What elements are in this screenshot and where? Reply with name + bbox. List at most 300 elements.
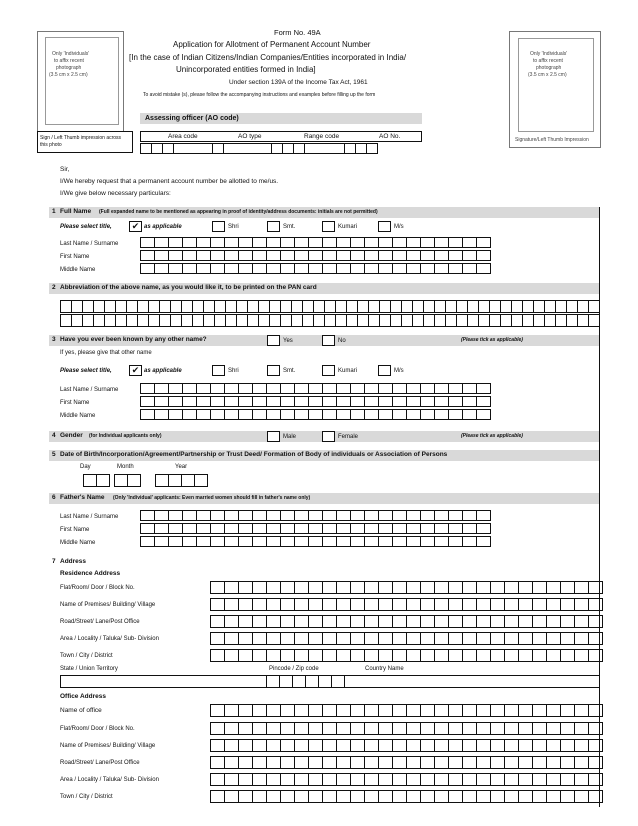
input-cell[interactable]	[351, 237, 365, 248]
input-cell[interactable]	[239, 773, 253, 786]
input-cell[interactable]	[94, 300, 105, 313]
input-cell[interactable]	[138, 314, 149, 327]
input-cell[interactable]	[547, 704, 561, 717]
input-cell[interactable]	[449, 536, 463, 547]
input-cell[interactable]	[303, 314, 314, 327]
input-cell[interactable]	[72, 314, 83, 327]
input-cell[interactable]	[446, 314, 457, 327]
input-cell[interactable]	[435, 790, 449, 803]
input-cell[interactable]	[575, 790, 589, 803]
s3-ms-checkbox[interactable]	[378, 365, 391, 376]
input-cell[interactable]	[379, 632, 393, 645]
input-cell[interactable]	[421, 773, 435, 786]
input-cell[interactable]	[477, 649, 491, 662]
photo-box-right[interactable]	[509, 31, 601, 148]
input-cell[interactable]	[421, 790, 435, 803]
input-cell[interactable]	[309, 722, 323, 735]
input-cell[interactable]	[491, 773, 505, 786]
input-cell[interactable]	[337, 632, 351, 645]
input-cell[interactable]	[533, 632, 547, 645]
input-cell[interactable]	[215, 300, 226, 313]
input-cell[interactable]	[519, 649, 533, 662]
input-cell[interactable]	[449, 615, 463, 628]
input-cell[interactable]	[267, 383, 281, 394]
input-cell[interactable]	[225, 581, 239, 594]
input-cell[interactable]	[561, 722, 575, 735]
input-cell[interactable]	[407, 790, 421, 803]
input-cell[interactable]	[477, 536, 491, 547]
input-cell[interactable]	[449, 250, 463, 261]
input-cell[interactable]	[449, 396, 463, 407]
input-cell[interactable]	[309, 523, 323, 534]
input-cell[interactable]	[253, 250, 267, 261]
input-cell[interactable]	[435, 722, 449, 735]
input-cell[interactable]	[369, 300, 380, 313]
input-cell[interactable]	[295, 396, 309, 407]
input-cell[interactable]	[211, 409, 225, 420]
input-cell[interactable]	[449, 523, 463, 534]
input-cell[interactable]	[323, 523, 337, 534]
s1-check-mark[interactable]: ✔	[129, 221, 142, 232]
input-cell[interactable]	[421, 756, 435, 769]
input-cell[interactable]	[211, 598, 225, 611]
input-cell[interactable]	[477, 704, 491, 717]
input-cell[interactable]	[589, 632, 603, 645]
input-cell[interactable]	[424, 300, 435, 313]
input-cell[interactable]	[253, 581, 267, 594]
input-cell[interactable]	[239, 756, 253, 769]
input-cell[interactable]	[449, 510, 463, 521]
input-cell[interactable]	[379, 790, 393, 803]
input-cell[interactable]	[435, 773, 449, 786]
input-cell[interactable]	[337, 409, 351, 420]
input-cell[interactable]	[424, 314, 435, 327]
input-cell[interactable]	[435, 300, 446, 313]
input-cell[interactable]	[589, 722, 603, 735]
input-cell[interactable]	[169, 523, 183, 534]
input-cell[interactable]	[267, 396, 281, 407]
input-cell[interactable]	[365, 237, 379, 248]
input-cell[interactable]	[407, 615, 421, 628]
input-cell[interactable]	[463, 581, 477, 594]
input-cell[interactable]	[523, 314, 534, 327]
input-cell[interactable]	[421, 581, 435, 594]
input-cell[interactable]	[479, 300, 490, 313]
input-cell[interactable]	[519, 773, 533, 786]
input-cell[interactable]	[323, 649, 337, 662]
input-cell[interactable]	[193, 314, 204, 327]
input-cell[interactable]	[141, 536, 155, 547]
input-cell[interactable]	[309, 536, 323, 547]
input-cell[interactable]	[211, 581, 225, 594]
input-cell[interactable]	[505, 722, 519, 735]
input-cell[interactable]	[197, 510, 211, 521]
input-cell[interactable]	[491, 756, 505, 769]
s3-last-name-grid[interactable]	[140, 383, 491, 394]
input-cell[interactable]	[169, 383, 183, 394]
input-cell[interactable]	[435, 704, 449, 717]
input-cell[interactable]	[505, 790, 519, 803]
input-cell[interactable]	[337, 598, 351, 611]
input-cell[interactable]	[197, 536, 211, 547]
input-cell[interactable]	[309, 581, 323, 594]
input-cell[interactable]	[323, 581, 337, 594]
input-cell[interactable]	[197, 263, 211, 274]
input-cell[interactable]	[211, 615, 225, 628]
input-cell[interactable]	[519, 790, 533, 803]
res-state-field[interactable]	[60, 675, 267, 688]
input-cell[interactable]	[337, 649, 351, 662]
input-cell[interactable]	[160, 314, 171, 327]
input-cell[interactable]	[155, 396, 169, 407]
input-cell[interactable]	[547, 615, 561, 628]
res-premises-grid[interactable]	[210, 598, 603, 611]
input-cell[interactable]	[138, 300, 149, 313]
input-cell[interactable]	[435, 649, 449, 662]
input-cell[interactable]	[155, 510, 169, 521]
input-cell[interactable]	[589, 581, 603, 594]
input-cell[interactable]	[267, 615, 281, 628]
s3-shri-checkbox[interactable]	[212, 365, 225, 376]
input-cell[interactable]	[197, 396, 211, 407]
input-cell[interactable]	[182, 300, 193, 313]
s6-middle-name-grid[interactable]	[140, 536, 491, 547]
input-cell[interactable]	[477, 773, 491, 786]
s5-year-grid[interactable]	[155, 474, 208, 487]
res-pincode-grid[interactable]	[266, 675, 345, 688]
input-cell[interactable]	[575, 598, 589, 611]
input-cell[interactable]	[309, 615, 323, 628]
input-cell[interactable]	[225, 649, 239, 662]
input-cell[interactable]	[491, 598, 505, 611]
input-cell[interactable]	[369, 314, 380, 327]
off-flat-grid[interactable]	[210, 722, 603, 735]
input-cell[interactable]	[351, 722, 365, 735]
input-cell[interactable]	[561, 739, 575, 752]
input-cell[interactable]	[351, 790, 365, 803]
input-cell[interactable]	[545, 314, 556, 327]
input-cell[interactable]	[239, 581, 253, 594]
input-cell[interactable]	[281, 396, 295, 407]
input-cell[interactable]	[449, 383, 463, 394]
input-cell[interactable]	[534, 300, 545, 313]
input-cell[interactable]	[295, 523, 309, 534]
input-cell[interactable]	[435, 615, 449, 628]
input-cell[interactable]	[248, 300, 259, 313]
input-cell[interactable]	[575, 632, 589, 645]
input-cell[interactable]	[323, 790, 337, 803]
input-cell[interactable]	[225, 598, 239, 611]
input-cell[interactable]	[463, 704, 477, 717]
input-cell[interactable]	[393, 383, 407, 394]
s3-kumari-checkbox[interactable]	[322, 365, 335, 376]
input-cell[interactable]	[547, 722, 561, 735]
input-cell[interactable]	[281, 756, 295, 769]
input-cell[interactable]	[94, 314, 105, 327]
input-cell[interactable]	[155, 523, 169, 534]
input-cell[interactable]	[533, 756, 547, 769]
input-cell[interactable]	[309, 649, 323, 662]
input-cell[interactable]	[379, 536, 393, 547]
input-cell[interactable]	[547, 581, 561, 594]
input-cell[interactable]	[295, 773, 309, 786]
input-cell[interactable]	[281, 263, 295, 274]
s3-first-name-grid[interactable]	[140, 396, 491, 407]
input-cell[interactable]	[501, 314, 512, 327]
res-road-grid[interactable]	[210, 615, 603, 628]
input-cell[interactable]	[589, 739, 603, 752]
input-cell[interactable]	[253, 383, 267, 394]
input-cell[interactable]	[267, 756, 281, 769]
input-cell[interactable]	[83, 314, 94, 327]
input-cell[interactable]	[239, 598, 253, 611]
s4-female-checkbox[interactable]	[322, 431, 335, 442]
input-cell[interactable]	[267, 263, 281, 274]
input-cell[interactable]	[197, 250, 211, 261]
input-cell[interactable]	[421, 250, 435, 261]
input-cell[interactable]	[407, 536, 421, 547]
input-cell[interactable]	[295, 510, 309, 521]
input-cell[interactable]	[267, 237, 281, 248]
input-cell[interactable]	[421, 704, 435, 717]
input-cell[interactable]	[239, 383, 253, 394]
input-cell[interactable]	[197, 237, 211, 248]
input-cell[interactable]	[267, 704, 281, 717]
input-cell[interactable]	[393, 396, 407, 407]
s1-smt-checkbox[interactable]	[267, 221, 280, 232]
input-cell[interactable]	[253, 704, 267, 717]
input-cell[interactable]	[281, 314, 292, 327]
input-cell[interactable]	[491, 615, 505, 628]
input-cell[interactable]	[463, 598, 477, 611]
input-cell[interactable]	[365, 263, 379, 274]
input-cell[interactable]	[393, 263, 407, 274]
input-cell[interactable]	[421, 598, 435, 611]
input-cell[interactable]	[351, 383, 365, 394]
input-cell[interactable]	[323, 722, 337, 735]
input-cell[interactable]	[267, 632, 281, 645]
input-cell[interactable]	[309, 396, 323, 407]
input-cell[interactable]	[435, 383, 449, 394]
input-cell[interactable]	[578, 314, 589, 327]
input-cell[interactable]	[407, 598, 421, 611]
input-cell[interactable]	[463, 237, 477, 248]
input-cell[interactable]	[379, 704, 393, 717]
input-cell[interactable]	[211, 722, 225, 735]
input-cell[interactable]	[391, 314, 402, 327]
input-cell[interactable]	[337, 237, 351, 248]
s1-kumari-checkbox[interactable]	[322, 221, 335, 232]
input-cell[interactable]	[449, 739, 463, 752]
input-cell[interactable]	[225, 383, 239, 394]
input-cell[interactable]	[211, 523, 225, 534]
input-cell[interactable]	[169, 536, 183, 547]
input-cell[interactable]	[239, 536, 253, 547]
left-sign-box[interactable]	[37, 131, 133, 153]
input-cell[interactable]	[421, 263, 435, 274]
input-cell[interactable]	[325, 314, 336, 327]
input-cell[interactable]	[225, 739, 239, 752]
input-cell[interactable]	[413, 314, 424, 327]
input-cell[interactable]	[351, 409, 365, 420]
input-cell[interactable]	[449, 722, 463, 735]
input-cell[interactable]	[449, 704, 463, 717]
input-cell[interactable]	[239, 523, 253, 534]
input-cell[interactable]	[547, 790, 561, 803]
input-cell[interactable]	[141, 523, 155, 534]
input-cell[interactable]	[239, 704, 253, 717]
input-cell[interactable]	[314, 314, 325, 327]
input-cell[interactable]	[225, 510, 239, 521]
input-cell[interactable]	[169, 396, 183, 407]
input-cell[interactable]	[421, 739, 435, 752]
input-cell[interactable]	[183, 536, 197, 547]
input-cell[interactable]	[295, 383, 309, 394]
input-cell[interactable]	[267, 523, 281, 534]
input-cell[interactable]	[225, 409, 239, 420]
input-cell[interactable]	[309, 383, 323, 394]
input-cell[interactable]	[267, 739, 281, 752]
input-cell[interactable]	[351, 250, 365, 261]
input-cell[interactable]	[351, 739, 365, 752]
input-cell[interactable]	[365, 790, 379, 803]
input-cell[interactable]	[533, 598, 547, 611]
input-cell[interactable]	[477, 739, 491, 752]
input-cell[interactable]	[365, 383, 379, 394]
input-cell[interactable]	[477, 615, 491, 628]
input-cell[interactable]	[337, 263, 351, 274]
input-cell[interactable]	[491, 581, 505, 594]
input-cell[interactable]	[337, 396, 351, 407]
input-cell[interactable]	[477, 632, 491, 645]
input-cell[interactable]	[435, 237, 449, 248]
input-cell[interactable]	[323, 409, 337, 420]
office-name-grid[interactable]	[210, 704, 603, 717]
s2-abbrev-grid-row2[interactable]	[60, 314, 600, 327]
input-cell[interactable]	[358, 300, 369, 313]
input-cell[interactable]	[141, 250, 155, 261]
s1-first-name-grid[interactable]	[140, 250, 491, 261]
input-cell[interactable]	[393, 790, 407, 803]
input-cell[interactable]	[351, 704, 365, 717]
input-cell[interactable]	[491, 632, 505, 645]
input-cell[interactable]	[449, 756, 463, 769]
input-cell[interactable]	[281, 523, 295, 534]
input-cell[interactable]	[351, 598, 365, 611]
input-cell[interactable]	[337, 581, 351, 594]
input-cell[interactable]	[239, 396, 253, 407]
input-cell[interactable]	[337, 790, 351, 803]
input-cell[interactable]	[325, 300, 336, 313]
input-cell[interactable]	[226, 300, 237, 313]
input-cell[interactable]	[519, 632, 533, 645]
input-cell[interactable]	[225, 536, 239, 547]
input-cell[interactable]	[407, 722, 421, 735]
input-cell[interactable]	[169, 237, 183, 248]
input-cell[interactable]	[533, 722, 547, 735]
input-cell[interactable]	[351, 581, 365, 594]
input-cell[interactable]	[351, 615, 365, 628]
input-cell[interactable]	[351, 536, 365, 547]
input-cell[interactable]	[295, 409, 309, 420]
input-cell[interactable]	[567, 314, 578, 327]
input-cell[interactable]	[309, 790, 323, 803]
input-cell[interactable]	[351, 632, 365, 645]
input-cell[interactable]	[435, 581, 449, 594]
input-cell[interactable]	[309, 250, 323, 261]
input-cell[interactable]	[589, 615, 603, 628]
input-cell[interactable]	[295, 250, 309, 261]
input-cell[interactable]	[561, 581, 575, 594]
input-cell[interactable]	[253, 773, 267, 786]
input-cell[interactable]	[491, 649, 505, 662]
input-cell[interactable]	[105, 314, 116, 327]
input-cell[interactable]	[477, 523, 491, 534]
input-cell[interactable]	[237, 314, 248, 327]
input-cell[interactable]	[211, 704, 225, 717]
input-cell[interactable]	[365, 523, 379, 534]
input-cell[interactable]	[141, 510, 155, 521]
input-cell[interactable]	[281, 536, 295, 547]
input-cell[interactable]	[533, 581, 547, 594]
input-cell[interactable]	[225, 523, 239, 534]
input-cell[interactable]	[169, 250, 183, 261]
input-cell[interactable]	[379, 598, 393, 611]
input-cell[interactable]	[323, 510, 337, 521]
input-cell[interactable]	[505, 773, 519, 786]
input-cell[interactable]	[463, 523, 477, 534]
input-cell[interactable]	[253, 790, 267, 803]
input-cell[interactable]	[477, 510, 491, 521]
input-cell[interactable]	[281, 722, 295, 735]
res-area-grid[interactable]	[210, 632, 603, 645]
s2-abbrev-grid-row1[interactable]	[60, 300, 600, 313]
input-cell[interactable]	[116, 314, 127, 327]
input-cell[interactable]	[477, 581, 491, 594]
input-cell[interactable]	[323, 773, 337, 786]
s1-ms-checkbox[interactable]	[378, 221, 391, 232]
input-cell[interactable]	[463, 536, 477, 547]
input-cell[interactable]	[435, 632, 449, 645]
input-cell[interactable]	[211, 536, 225, 547]
input-cell[interactable]	[323, 615, 337, 628]
input-cell[interactable]	[393, 536, 407, 547]
input-cell[interactable]	[259, 300, 270, 313]
input-cell[interactable]	[211, 383, 225, 394]
input-cell[interactable]	[323, 632, 337, 645]
input-cell[interactable]	[225, 632, 239, 645]
input-cell[interactable]	[169, 409, 183, 420]
input-cell[interactable]	[407, 649, 421, 662]
input-cell[interactable]	[435, 396, 449, 407]
input-cell[interactable]	[141, 409, 155, 420]
input-cell[interactable]	[435, 598, 449, 611]
input-cell[interactable]	[393, 773, 407, 786]
input-cell[interactable]	[267, 649, 281, 662]
input-cell[interactable]	[533, 649, 547, 662]
input-cell[interactable]	[259, 314, 270, 327]
input-cell[interactable]	[141, 383, 155, 394]
input-cell[interactable]	[449, 790, 463, 803]
input-cell[interactable]	[545, 300, 556, 313]
input-cell[interactable]	[468, 300, 479, 313]
input-cell[interactable]	[309, 598, 323, 611]
input-cell[interactable]	[533, 790, 547, 803]
input-cell[interactable]	[393, 632, 407, 645]
input-cell[interactable]	[547, 632, 561, 645]
input-cell[interactable]	[421, 523, 435, 534]
off-area-grid[interactable]	[210, 773, 603, 786]
